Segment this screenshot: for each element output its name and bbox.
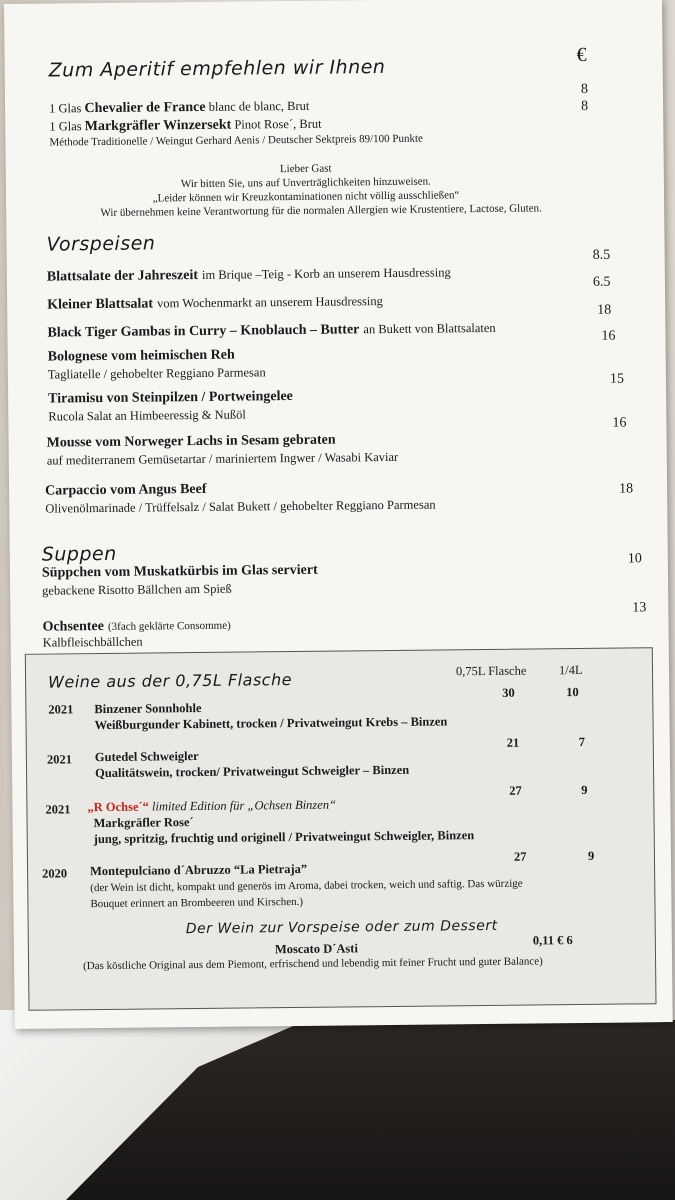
wine-bottle-price: 30 (502, 685, 515, 700)
wine-year: 2021 (46, 752, 72, 767)
aperitif-name: Chevalier de France (84, 99, 206, 117)
menu-card (4, 0, 673, 1029)
dessert-wine-heading: Der Wein zur Vorspeise oder zum Dessert (185, 917, 498, 938)
aperitif-note: Méthode Traditionelle / Weingut Gerhard Aenis / Deutscher Sektpreis 89/100 Punkte (49, 132, 423, 149)
menu-item-desc: Rucola Salat an Himbeeressig & Nußöl (48, 407, 246, 424)
wine-name-highlight: „R Ochse´“ (87, 799, 149, 815)
wine-desc: Weißburgunder Kabinett, trocken / Privatweingut Krebs – Binzen (94, 714, 448, 733)
item-price: 18 (619, 481, 634, 497)
col-bottle-header: 0,75L Flasche (455, 663, 527, 679)
starters-heading: Vorspeisen (46, 232, 156, 256)
soups-heading: Suppen (41, 542, 117, 566)
wine-year: 2020 (42, 866, 68, 881)
menu-item: Blattsalate der Jahreszeit im Brique –Teig - Korb an unserem Hausdressing (46, 265, 451, 285)
item-price: 10 (627, 551, 642, 567)
wine-name: Montepulciano d´Abruzzo “La Pietraja” (90, 861, 308, 879)
item-price: 8.5 (592, 247, 611, 263)
dessert-wine-desc: (Das köstliche Original aus dem Piemont, erfrischend und lebendig mit feiner Frucht und guter Balance) (83, 955, 543, 973)
aperitif-name: Markgräfler Winzersekt (84, 117, 232, 135)
wine-desc: Markgräfler Rose´ (93, 815, 194, 831)
aperitif-price: 8 (580, 81, 589, 97)
wine-desc: jung, spritzig, fruchtig und originell / Privatweingut Schweigler, Binzen (93, 828, 475, 847)
wine-year: 2021 (48, 702, 74, 717)
menu-item-name: Mousse vom Norweger Lachs in Sesam gebraten (46, 432, 336, 451)
wine-bottle-price: 27 (513, 849, 527, 864)
item-price: 15 (609, 371, 625, 387)
menu-item-name: Tiramisu von Steinpilzen / Portweingelee (48, 388, 293, 407)
item-price: 16 (612, 415, 627, 431)
menu-item-desc: Kalbfleischbällchen (42, 634, 143, 650)
wine-quarter-price: 9 (581, 782, 588, 797)
wine-bottle-price: 27 (509, 783, 522, 798)
menu-item-desc: auf mediterranem Gemüsetartar / mariniertem Ingwer / Wasabi Kaviar (46, 449, 399, 468)
menu-item-desc: gebackene Risotto Bällchen am Spieß (42, 581, 232, 598)
menu-item: Ochsentee (3fach geklärte Consomme) (42, 618, 231, 635)
dessert-wine-name: Moscato D´Asti (274, 941, 358, 957)
menu-item-desc: Olivenölmarinade / Trüffelsalz / Salat Bukett / gehobelter Reggiano Parmesan (45, 497, 436, 516)
notice-line: Wir bitten Sie, uns auf Unverträglichkeiten hinzuweisen. (180, 175, 431, 191)
item-price: 6.5 (592, 274, 611, 290)
wine-name: Binzener Sonnhohle (94, 700, 202, 717)
wine-year: 2021 (45, 802, 71, 817)
dessert-wine-price: 0,11 € 6 (532, 933, 573, 948)
wine-quarter-price: 9 (587, 848, 595, 863)
wine-quarter-price: 10 (566, 685, 579, 700)
wines-heading: Weine aus der 0,75L Flasche (48, 670, 293, 692)
aperitif-item: 1 Glas Chevalier de France blanc de blanc, Brut (49, 98, 310, 117)
menu-item-name: Süppchen vom Muskatkürbis im Glas serviert (41, 562, 318, 581)
item-price: 16 (601, 328, 616, 344)
item-price: 13 (632, 600, 647, 616)
wine-desc: (der Wein ist dicht, kompakt und generös im Aroma, dabei trocken, weich und saftig. Das würzige (90, 877, 523, 895)
col-quarter-header: 1/4L (558, 662, 583, 678)
wine-bottle-price: 21 (506, 735, 520, 750)
menu-item-name: Carpaccio vom Angus Beef (45, 481, 207, 499)
aperitif-item: 1 Glas Markgräfler Winzersekt Pinot Rose´, Brut (49, 116, 322, 135)
notice-line: Wir übernehmen keine Verantwortung für die normalen Allergien wie Krustentiere, Lactose, Gluten. (100, 202, 542, 220)
wine-list-box (25, 647, 657, 1011)
item-price: 18 (597, 302, 612, 318)
menu-item: Black Tiger Gambas in Curry – Knoblauch – Butter an Bukett von Blattsalaten (47, 320, 496, 341)
wine-name: Gutedel Schweigler (94, 749, 199, 765)
aperitif-price: 8 (581, 98, 589, 114)
wine-name: „R Ochse´“ limited Edition für „Ochsen Binzen“ (87, 797, 337, 815)
aperitif-heading: Zum Aperitif empfehlen wir Ihnen (48, 56, 386, 82)
menu-item-name: Bolognese vom heimischen Reh (47, 347, 235, 365)
wine-quarter-price: 7 (578, 734, 586, 750)
menu-item: Kleiner Blattsalat vom Wochenmarkt an unserem Hausdressing (47, 294, 383, 313)
currency-symbol: € (576, 43, 587, 67)
wine-desc: Bouquet erinnert an Brombeeren und Kirschen.) (90, 895, 304, 911)
notice-line: „Leider können wir Kreuzkontaminationen nicht völlig ausschließen“ (152, 189, 460, 205)
notice-greeting: Lieber Gast (279, 162, 332, 176)
menu-item-desc: Tagliatelle / gehobelter Reggiano Parmesan (47, 365, 266, 382)
wine-desc: Qualitätswein, trocken/ Privatweingut Schweigler – Binzen (94, 762, 410, 781)
